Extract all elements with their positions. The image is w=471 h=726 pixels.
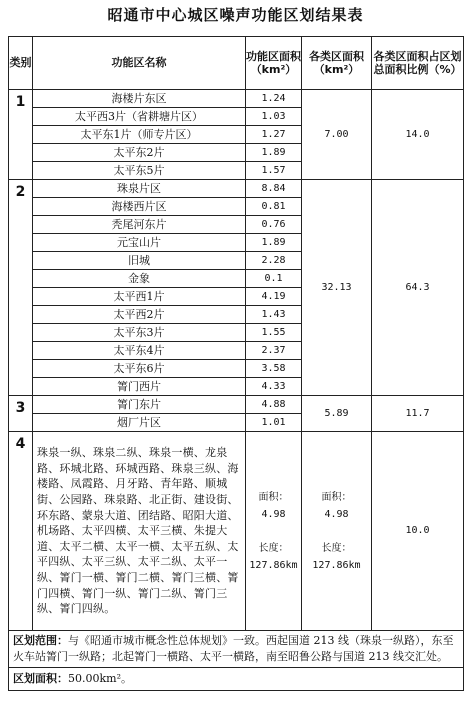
group-4-area-label: 面积： bbox=[258, 491, 289, 503]
group-id: 2 bbox=[9, 180, 33, 396]
area-name: 海楼西片区 bbox=[33, 198, 246, 216]
area-value: 0.76 bbox=[246, 216, 302, 234]
header-name: 功能区名称 bbox=[33, 37, 246, 90]
area-value: 4.33 bbox=[246, 378, 302, 396]
group-4-length-label: 长度： bbox=[258, 542, 289, 554]
area-value: 0.1 bbox=[246, 270, 302, 288]
area-name: 烟厂片区 bbox=[33, 414, 246, 432]
area-value: 1.55 bbox=[246, 324, 302, 342]
area-value: 2.37 bbox=[246, 342, 302, 360]
footer-area bbox=[9, 668, 464, 691]
footer-scope-text: 与《昭通市城市概念性总体规划》一致。西起国道 213 线（珠泉一纵路），东至火车站箐门一纵路；北起箐门一横路、太平一横路，南至昭鲁公路与国道 213 线交汇处。 bbox=[13, 634, 454, 663]
header-class-area: 各类区面积（km²） bbox=[302, 37, 372, 90]
table-row bbox=[9, 396, 464, 414]
footer-scope-row bbox=[9, 631, 464, 668]
header-category: 类别 bbox=[9, 37, 33, 90]
area-name: 旧城 bbox=[33, 252, 246, 270]
area-name: 金象 bbox=[33, 270, 246, 288]
class-area: 32.13 bbox=[302, 180, 372, 396]
area-value: 3.58 bbox=[246, 360, 302, 378]
area-value: 1.24 bbox=[246, 90, 302, 108]
area-name: 太平西1片 bbox=[33, 288, 246, 306]
group-4-row bbox=[9, 432, 464, 631]
table-row bbox=[9, 180, 464, 198]
footer-area-row bbox=[9, 668, 464, 691]
area-value: 1.03 bbox=[246, 108, 302, 126]
table-title: 昭通市中心城区噪声功能区划结果表 bbox=[107, 6, 364, 24]
group-4-area-value: 4.98 bbox=[261, 508, 286, 520]
group-4-id: 4 bbox=[9, 432, 33, 631]
footer-scope-label: 区划范围： bbox=[13, 634, 68, 647]
group-4-ratio: 10.0 bbox=[372, 432, 464, 631]
table-row bbox=[9, 90, 464, 108]
area-name: 箐门东片 bbox=[33, 396, 246, 414]
area-name: 珠泉片区 bbox=[33, 180, 246, 198]
area-value: 1.43 bbox=[246, 306, 302, 324]
area-name: 太平西3片（省耕塘片区） bbox=[33, 108, 246, 126]
group-4-class-area-cell bbox=[302, 432, 372, 631]
area-value: 4.88 bbox=[246, 396, 302, 414]
footer-scope bbox=[9, 631, 464, 668]
area-name: 太平东1片（师专片区） bbox=[33, 126, 246, 144]
class-ratio: 14.0 bbox=[372, 90, 464, 180]
class-area: 7.00 bbox=[302, 90, 372, 180]
area-value: 1.57 bbox=[246, 162, 302, 180]
area-name: 太平东6片 bbox=[33, 360, 246, 378]
group-4-class-area-label: 面积： bbox=[321, 491, 352, 503]
area-value: 1.89 bbox=[246, 144, 302, 162]
header-ratio: 各类区面积占区划总面积比例（%） bbox=[372, 37, 464, 90]
area-name: 太平东2片 bbox=[33, 144, 246, 162]
class-ratio: 11.7 bbox=[372, 396, 464, 432]
table-body bbox=[9, 90, 464, 691]
group-4-area-cell bbox=[246, 432, 302, 631]
footer-area-label: 区划面积： bbox=[13, 672, 68, 686]
area-value: 0.81 bbox=[246, 198, 302, 216]
area-value: 1.89 bbox=[246, 234, 302, 252]
area-name: 太平东5片 bbox=[33, 162, 246, 180]
header-area: 功能区面积（km²） bbox=[246, 37, 302, 90]
group-4-class-length-label: 长度： bbox=[321, 542, 352, 554]
group-id: 1 bbox=[9, 90, 33, 180]
area-name: 海楼片东区 bbox=[33, 90, 246, 108]
group-4-class-length-value: 127.86km bbox=[312, 559, 361, 571]
header-row bbox=[9, 37, 464, 90]
area-value: 1.01 bbox=[246, 414, 302, 432]
area-value: 8.84 bbox=[246, 180, 302, 198]
footer-area-value: 50.00km²。 bbox=[68, 672, 132, 686]
group-id: 3 bbox=[9, 396, 33, 432]
area-name: 太平东3片 bbox=[33, 324, 246, 342]
group-4-length-value: 127.86km bbox=[249, 559, 298, 571]
area-name: 箐门西片 bbox=[33, 378, 246, 396]
area-name: 太平东4片 bbox=[33, 342, 246, 360]
area-value: 4.19 bbox=[246, 288, 302, 306]
class-ratio: 64.3 bbox=[372, 180, 464, 396]
group-4-roads: 珠泉一纵、珠泉二纵、珠泉一横、龙泉路、环城北路、环城西路、珠泉三纵、海楼路、凤霞路、月牙路、青年路、顺城街、公园路、珠泉路、北正街、建设街、环东路、蒙泉大道、团结路、昭阳大道、机场路、太平四横、太平三横、朱提大道、太平二横、太平一横、太平五纵、太平四纵、太平三纵、太平二纵、太平一纵、箐门一横、箐门二横、箐门三横、箐门四横、箐门一纵、箐门二纵、箐门三纵、箐门四纵。 bbox=[33, 432, 246, 631]
area-name: 太平西2片 bbox=[33, 306, 246, 324]
zoning-table bbox=[8, 36, 464, 691]
area-value: 2.28 bbox=[246, 252, 302, 270]
area-name: 元宝山片 bbox=[33, 234, 246, 252]
area-name: 秃尾河东片 bbox=[33, 216, 246, 234]
group-4-class-area-value: 4.98 bbox=[324, 508, 349, 520]
area-value: 1.27 bbox=[246, 126, 302, 144]
class-area: 5.89 bbox=[302, 396, 372, 432]
